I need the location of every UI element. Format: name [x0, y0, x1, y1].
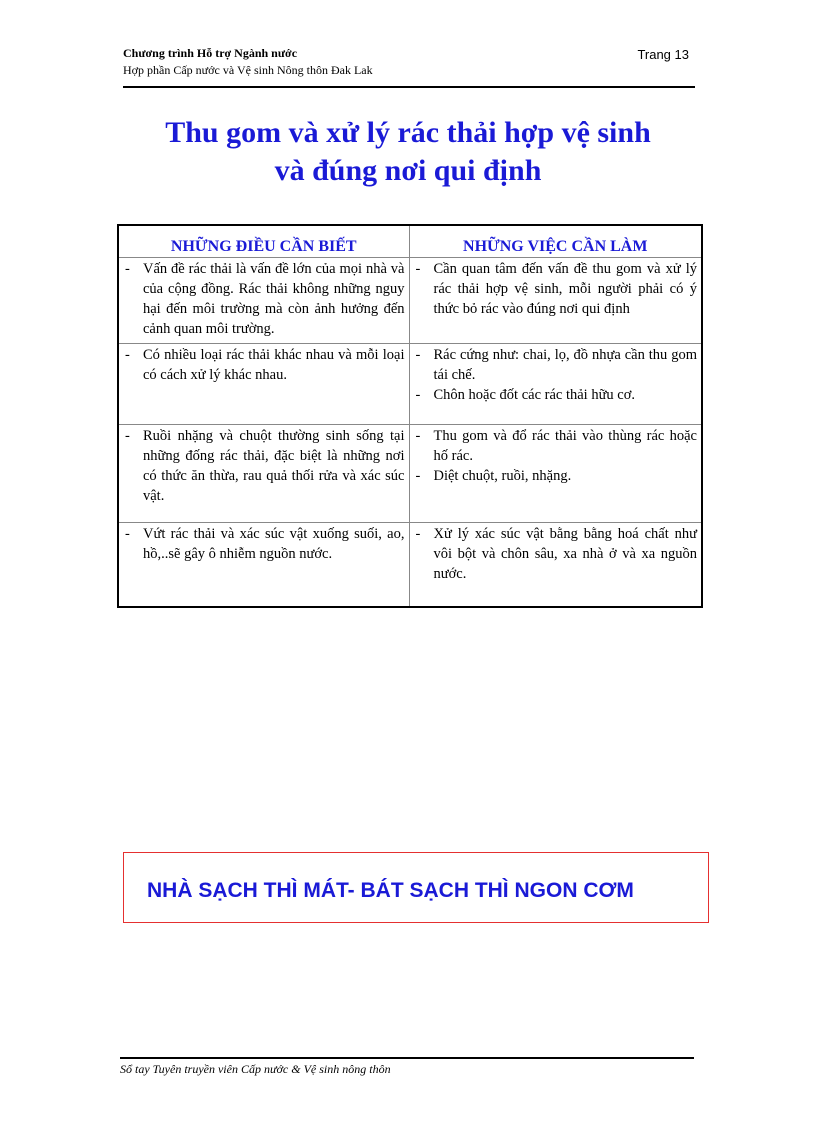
list-item	[410, 524, 698, 584]
list-item	[410, 345, 698, 385]
list-item	[410, 385, 698, 405]
bullet-dash: -	[415, 387, 421, 403]
list-item	[410, 426, 698, 466]
table-row	[118, 425, 702, 523]
list-item	[119, 524, 405, 564]
table-row	[118, 344, 702, 425]
header-rule	[123, 86, 695, 88]
header-component: Hợp phần Cấp nước và Vệ sinh Nông thôn Đak Lak	[123, 63, 373, 77]
bullet-dash: -	[125, 261, 130, 277]
list-item	[119, 345, 405, 385]
info-table	[117, 224, 703, 608]
list-item	[410, 466, 698, 486]
footer-rule	[120, 1057, 694, 1059]
know-cell	[118, 258, 409, 344]
bullet-dash: -	[125, 428, 130, 444]
bullet-dash: -	[125, 347, 130, 363]
page-title	[100, 114, 716, 190]
item-text: Xử lý xác súc vật bằng bằng hoá chất như vôi bột và chôn sâu, xa nhà ở và xa nguồn nước.	[433, 526, 697, 582]
do-cell	[409, 425, 702, 523]
slogan-box	[123, 852, 709, 923]
column-header-do: NHỮNG VIỆC CẦN LÀM	[409, 225, 702, 258]
table-row	[118, 523, 702, 608]
title-line-1: Thu gom và xử lý rác thải hợp vệ sinh	[165, 116, 651, 149]
item-text: Vấn đề rác thải là vấn đề lớn của mọi nhà và của cộng đồng. Rác thải không những nguy hại đến môi trường mà còn ảnh hưởng đến cảnh quan môi trường.	[143, 261, 405, 337]
bullet-dash: -	[415, 347, 421, 363]
list-item	[119, 426, 405, 506]
know-cell	[118, 344, 409, 425]
item-text: Thu gom và đổ rác thải vào thùng rác hoặc hố rác.	[433, 428, 697, 464]
item-text: Cần quan tâm đến vấn đề thu gom và xử lý rác thải hợp vệ sinh, mỗi người phải có ý thức bỏ rác vào đúng nơi qui định	[433, 261, 697, 317]
item-text: Ruồi nhặng và chuột thường sinh sống tại những đống rác thải, đặc biệt là những nơi có thức ăn thừa, rau quả thối rửa và xác súc vật.	[143, 428, 405, 504]
do-cell	[409, 258, 702, 344]
slogan-text: NHÀ SẠCH THÌ MÁT- BÁT SẠCH THÌ NGON CƠM	[147, 879, 634, 902]
know-cell	[118, 523, 409, 608]
bullet-dash: -	[415, 261, 421, 277]
know-cell	[118, 425, 409, 523]
header-organization: Chương trình Hỗ trợ Ngành nước	[123, 46, 298, 60]
table-row	[118, 258, 702, 344]
bullet-dash: -	[415, 526, 421, 542]
bullet-dash: -	[125, 526, 130, 542]
item-text: Vứt rác thải và xác súc vật xuống suối, ao, hồ,..sẽ gây ô nhiễm nguồn nước.	[143, 526, 405, 562]
item-text: Diệt chuột, ruồi, nhặng.	[433, 468, 572, 484]
column-header-know: NHỮNG ĐIỀU CẦN BIẾT	[118, 225, 409, 258]
title-line-2: và đúng nơi qui định	[274, 154, 542, 187]
list-item	[410, 259, 698, 319]
bullet-dash: -	[415, 428, 421, 444]
do-cell	[409, 523, 702, 608]
do-cell	[409, 344, 702, 425]
table-header-row	[118, 225, 702, 258]
page-number: Trang 13	[637, 47, 689, 62]
page-footer: Sổ tay Tuyên truyền viên Cấp nước & Vệ sinh nông thôn	[120, 1062, 391, 1076]
item-text: Rác cứng như: chai, lọ, đồ nhựa cần thu gom tái chế.	[433, 347, 697, 383]
bullet-dash: -	[415, 468, 421, 484]
item-text: Chôn hoặc đốt các rác thải hữu cơ.	[433, 387, 636, 403]
item-text: Có nhiều loại rác thải khác nhau và mỗi loại có cách xử lý khác nhau.	[143, 347, 405, 383]
list-item	[119, 259, 405, 339]
